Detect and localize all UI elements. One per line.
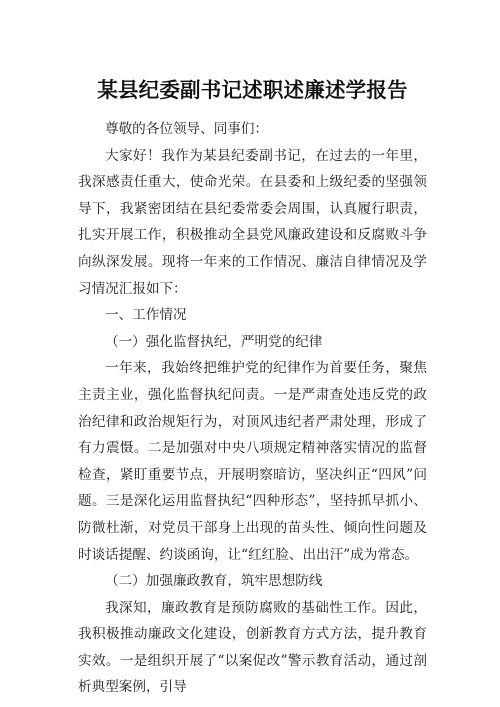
salutation: 尊敬的各位领导、同事们： bbox=[105, 121, 269, 137]
document-body bbox=[78, 116, 427, 701]
subsection-heading-education: （二）加强廉政教育，筑牢思想防线 bbox=[105, 573, 323, 590]
supervision-paragraph: 一年来，我始终把维护党的纪律作为首要任务，聚焦主责主业，强化监督执纪问责。一是严肃查处违反党的政治纪律和政治规矩行为，对顶风违纪者严肃处理，形成了有力震慑。二是加强对中央八项规定精神落实情况的监督检查，紧盯重要节点，开展明察暗访，坚决纠正“四风”问题。三是深化运用监督执纪“四种形态”，坚持抓早抓小、防微杜渐，对党员干部身上出现的苗头性、倾向性问题及时谈话提醒、约谈函询，让“红红脸、出出汗”成为常态。 bbox=[78, 360, 427, 563]
subsection-heading-supervision: （一）强化监督执纪，严明党的纪律 bbox=[105, 333, 323, 350]
section-heading-work: 一、工作情况 bbox=[105, 307, 187, 324]
intro-paragraph: 大家好！我作为某县纪委副书记，在过去的一年里，我深感责任重大，使命光荣。在县委和上级纪委的坚强领导下，我紧密团结在县纪委常委会周围，认真履行职责，扎实开展工作，积极推动全县党风廉政建设和反腐败斗争向纵深发展。现将一年来的工作情况、廉洁自律情况及学习情况汇报如下： bbox=[78, 147, 427, 297]
education-paragraph: 我深知，廉政教育是预防腐败的基础性工作。因此，我积极推动廉政文化建设，创新教育方式方法，提升教育实效。一是组织开展了“以案促改”警示教育活动，通过剖析典型案例，引导 bbox=[78, 599, 427, 696]
document-title: 某县纪委副书记述职述廉述学报告 bbox=[97, 78, 408, 102]
